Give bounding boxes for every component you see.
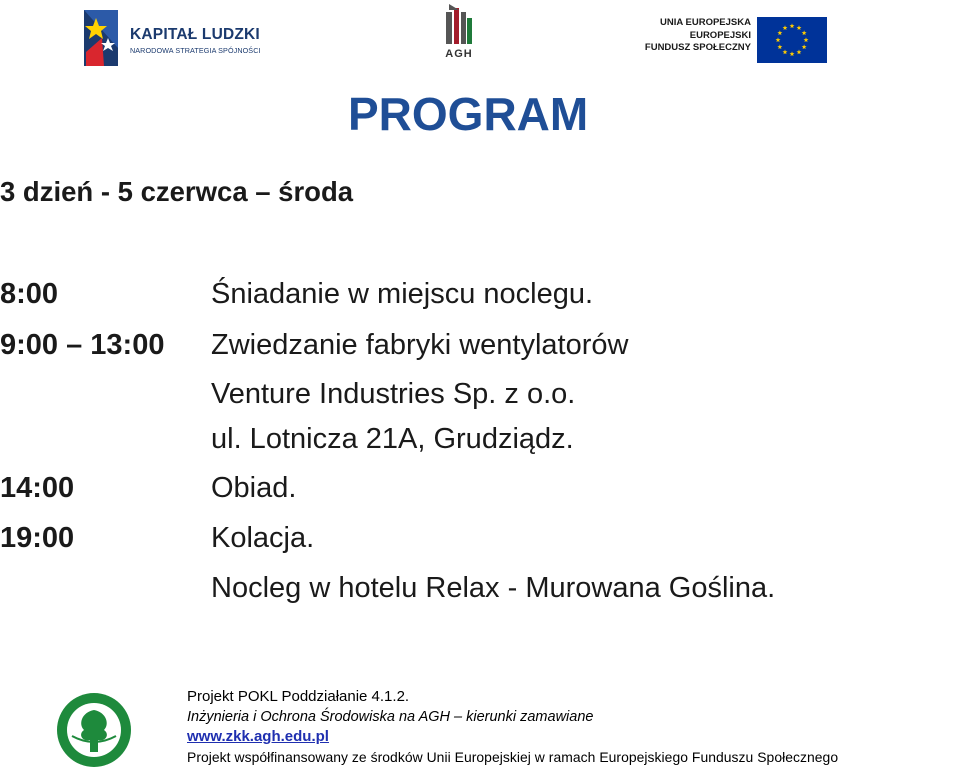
eu-line-3: FUNDUSZ SPOŁECZNY [644, 42, 751, 53]
schedule-time: 8:00 [0, 278, 59, 310]
schedule-time: 9:00 – 13:00 [0, 329, 165, 361]
footer-cofinancing-line: Projekt współfinansowany ze środków Unii Europejskiej w ramach Europejskiego Funduszu Społecznego [187, 749, 839, 765]
agh-emblem-icon [445, 4, 473, 46]
schedule-text: Venture Industries Sp. z o.o. [211, 378, 576, 410]
kapital-ludzki-subtitle: NARODOWA STRATEGIA SPÓJNOŚCI [130, 46, 261, 55]
kapital-ludzki-logo [82, 8, 272, 68]
footer-website-link[interactable]: www.zkk.agh.edu.pl [187, 728, 329, 745]
eu-line-1: UNIA EUROPEJSKA [660, 17, 751, 28]
page-title: PROGRAM [348, 88, 589, 140]
eu-line-2: EUROPEJSKI [689, 29, 751, 41]
day-heading: 3 dzień - 5 czerwca – środa [0, 176, 354, 207]
eu-flag-icon [757, 17, 827, 63]
schedule-text: Nocleg w hotelu Relax - Murowana Goślina. [211, 572, 776, 604]
schedule-text: Kolacja. [211, 522, 315, 554]
schedule-text: Obiad. [211, 472, 297, 504]
schedule-time: 19:00 [0, 522, 75, 554]
footer-program-line: Inżynieria i Ochrona Środowiska na AGH – kierunki zamawiane [187, 709, 594, 725]
schedule-text: ul. Lotnicza 21A, Grudziądz. [211, 423, 574, 455]
agh-label: AGH [445, 48, 473, 60]
eu-logo-text [645, 17, 751, 55]
kapital-ludzki-title: KAPITAŁ LUDZKI [130, 26, 260, 43]
kapital-ludzki-emblem-icon [82, 8, 122, 68]
schedule-text: Zwiedzanie fabryki wentylatorów [211, 329, 629, 361]
schedule-text: Śniadanie w miejscu noclegu. [211, 278, 594, 310]
eu-logo [644, 17, 827, 65]
schedule-time: 14:00 [0, 472, 75, 504]
agh-logo [443, 4, 475, 64]
footer-project-line: Projekt POKL Poddziałanie 4.1.2. [187, 688, 410, 705]
kierunki-zamawiane-logo-icon [52, 690, 136, 770]
